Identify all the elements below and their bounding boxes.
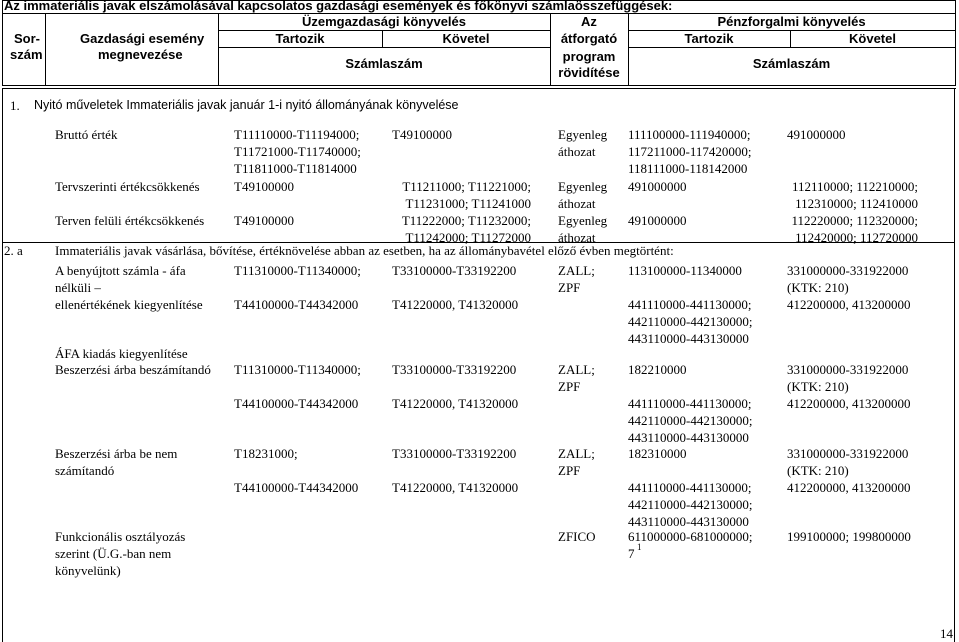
atforgato-label-3: program bbox=[562, 49, 616, 64]
pf-tartozik-cell: 441110000-441130000; bbox=[628, 480, 752, 495]
program-cell: áthozat bbox=[558, 196, 596, 211]
program-cell: ZFICO bbox=[558, 529, 596, 544]
event-name: Beszerzési árba beszámítandó bbox=[55, 362, 211, 377]
uz-kovetel-cell: T41220000, T41320000 bbox=[392, 396, 519, 411]
event-name: Bruttó érték bbox=[55, 127, 118, 142]
pf-tartozik-cell: 442110000-442130000; bbox=[628, 497, 753, 512]
pf-tartozik-cell: 117211000-117420000; bbox=[628, 144, 752, 159]
program-cell: Egyenleg bbox=[558, 179, 608, 194]
program-cell: ZPF bbox=[558, 280, 581, 295]
pf-tartozik-cell: 118111000-118142000 bbox=[628, 161, 748, 176]
event-name: Tervszerinti értékcsökkenés bbox=[55, 179, 200, 194]
sorszam-label-2: szám bbox=[10, 47, 43, 62]
pf-tartozik-cell: 443110000-443130000 bbox=[628, 514, 749, 529]
program-cell: ZALL; bbox=[558, 362, 595, 377]
uz-tartozik-cell: T44100000-T44342000 bbox=[234, 297, 359, 312]
event-name: ellenértékének kiegyenlítése bbox=[55, 297, 203, 312]
program-cell: áthozat bbox=[558, 144, 596, 159]
pf-kovetel-cell: 331000000-331922000 bbox=[787, 362, 909, 377]
event-name: ÁFA kiadás kiegyenlítése bbox=[55, 346, 188, 361]
sorszam-label-1: Sor- bbox=[14, 31, 40, 46]
uz-kovetel-header: Követel bbox=[442, 31, 490, 46]
program-cell: ZALL; bbox=[558, 263, 595, 278]
pf-kovetel-cell: 491000000 bbox=[787, 127, 846, 142]
penzforg-header: Pénzforgalmi könyvelés bbox=[717, 14, 866, 29]
uz-tartozik-cell: T11110000-T11194000; bbox=[234, 127, 360, 142]
program-cell: Egyenleg bbox=[558, 213, 608, 228]
uz-tartozik-cell: T11721000-T11740000; bbox=[234, 144, 361, 159]
program-cell: áthozat bbox=[558, 230, 596, 245]
pf-tartozik-header: Tartozik bbox=[684, 31, 734, 46]
program-cell: ZALL; bbox=[558, 446, 595, 461]
uz-tartozik-cell: T44100000-T44342000 bbox=[234, 396, 359, 411]
uz-tartozik-cell: T11310000-T11340000; bbox=[234, 263, 361, 278]
pf-tartozik-cell: 182210000 bbox=[628, 362, 687, 377]
pf-tartozik-cell: 491000000 bbox=[628, 213, 687, 228]
event-name: számítandó bbox=[55, 463, 115, 478]
uz-kovetel-cell: T33100000-T33192200 bbox=[392, 362, 517, 377]
pf-tartozik-cell: 442110000-442130000; bbox=[628, 314, 753, 329]
uz-kovetel-cell: T41220000, T41320000 bbox=[392, 480, 519, 495]
uz-kovetel-cell: T33100000-T33192200 bbox=[392, 446, 517, 461]
pf-tartozik-cell: 7 bbox=[628, 546, 635, 561]
pf-kovetel-cell: (KTK: 210) bbox=[787, 463, 849, 478]
program-cell: ZPF bbox=[558, 379, 581, 394]
uz-tartozik-cell: T11310000-T11340000; bbox=[234, 362, 361, 377]
pf-kovetel-cell: 112220000; 112320000; bbox=[791, 213, 918, 228]
pf-kovetel-cell: 331000000-331922000 bbox=[787, 263, 909, 278]
pf-kovetel-cell: (KTK: 210) bbox=[787, 379, 849, 394]
pf-kovetel-cell: 199100000; 199800000 bbox=[787, 529, 911, 544]
pf-tartozik-cell: 441110000-441130000; bbox=[628, 297, 752, 312]
uz-tartozik-cell: T44100000-T44342000 bbox=[234, 480, 359, 495]
pf-kovetel-cell: 412200000, 413200000 bbox=[787, 480, 911, 495]
event-name: Funkcionális osztályozás bbox=[55, 529, 186, 544]
page-number: 14 bbox=[940, 626, 953, 641]
uz-kovetel-cell: T11231000; T11241000 bbox=[405, 196, 531, 211]
pf-kovetel-cell: 412200000, 413200000 bbox=[787, 396, 911, 411]
pf-tartozik-cell: 441110000-441130000; bbox=[628, 396, 752, 411]
event-name: szerint (Ü.G.-ban nem bbox=[55, 546, 172, 561]
pf-tartozik-cell: 443110000-443130000 bbox=[628, 331, 749, 346]
uz-kovetel-cell: T11222000; T11232000; bbox=[401, 213, 531, 228]
event-name: Terven felüli értékcsökkenés bbox=[55, 213, 205, 228]
uz-kovetel-cell: T33100000-T33192200 bbox=[392, 263, 517, 278]
pf-kovetel-header: Követel bbox=[849, 31, 896, 46]
pf-kovetel-cell: 412200000, 413200000 bbox=[787, 297, 911, 312]
uz-kovetel-cell: T49100000 bbox=[392, 127, 452, 142]
uz-tartozik-header: Tartozik bbox=[275, 31, 325, 46]
uz-tartozik-cell: T11811000-T11814000 bbox=[234, 161, 357, 176]
pf-kovetel-cell: (KTK: 210) bbox=[787, 280, 849, 295]
pf-kovetel-cell: 112110000; 112210000; bbox=[791, 179, 918, 194]
pf-kovetel-cell: 112310000; 112410000 bbox=[795, 196, 918, 211]
uzemgazd-header: Üzemgazdasági könyvelés bbox=[301, 14, 467, 29]
atforgato-label-2: átforgató bbox=[560, 31, 618, 46]
pf-tartozik-cell: 443110000-443130000 bbox=[628, 430, 749, 445]
uz-kovetel-cell: T11211000; T11221000; bbox=[402, 179, 531, 194]
event-name: Beszerzési árba be nem bbox=[55, 446, 178, 461]
pf-szamlaszam-header: Számlaszám bbox=[752, 56, 831, 71]
section1-title: Nyitó műveletek Immateriális javak január 1-i nyitó állományának könyvelése bbox=[34, 98, 459, 112]
section2-title: Immateriális javak vásárlása, bővítése, értéknövelése abban az esetben, ha az állománybavétel előző évben megtörtént: bbox=[55, 243, 674, 258]
pf-kovetel-cell: 331000000-331922000 bbox=[787, 446, 909, 461]
footnote-marker: 1 bbox=[637, 542, 642, 552]
pf-kovetel-cell: 112420000; 112720000 bbox=[795, 230, 918, 245]
pf-tartozik-cell: 611000000-681000000; bbox=[628, 529, 753, 544]
uz-tartozik-cell: T18231000; bbox=[234, 446, 298, 461]
pf-tartozik-cell: 442110000-442130000; bbox=[628, 413, 753, 428]
event-name: A benyújtott számla - áfa bbox=[55, 263, 186, 278]
program-cell: Egyenleg bbox=[558, 127, 608, 142]
event-name: nélküli – bbox=[55, 280, 101, 295]
pf-tartozik-cell: 491000000 bbox=[628, 179, 687, 194]
atforgato-label-4: rövidítése bbox=[558, 65, 620, 80]
page-title: Az immateriális javak elszámolásával kapcsolatos gazdasági események és főkönyvi számlaösszefüggések: bbox=[4, 0, 673, 13]
atforgato-label-1: Az bbox=[581, 14, 597, 29]
section2-number: 2. a bbox=[4, 243, 23, 258]
section1-number: 1. bbox=[10, 98, 20, 113]
event-name: könyvelünk) bbox=[55, 563, 121, 578]
uz-tartozik-cell: T49100000 bbox=[234, 213, 294, 228]
program-cell: ZPF bbox=[558, 463, 581, 478]
uz-kovetel-cell: T11242000; T11272000 bbox=[405, 230, 531, 245]
pf-tartozik-cell: 113100000-11340000 bbox=[628, 263, 742, 278]
esemeny-label-1: Gazdasági esemény bbox=[80, 31, 205, 46]
pf-tartozik-cell: 182310000 bbox=[628, 446, 687, 461]
uz-kovetel-cell: T41220000, T41320000 bbox=[392, 297, 519, 312]
pf-tartozik-cell: 111100000-111940000; bbox=[628, 127, 751, 142]
esemeny-label-2: megnevezése bbox=[98, 47, 183, 62]
uz-tartozik-cell: T49100000 bbox=[234, 179, 294, 194]
uz-szamlaszam-header: Számlaszám bbox=[345, 56, 423, 71]
